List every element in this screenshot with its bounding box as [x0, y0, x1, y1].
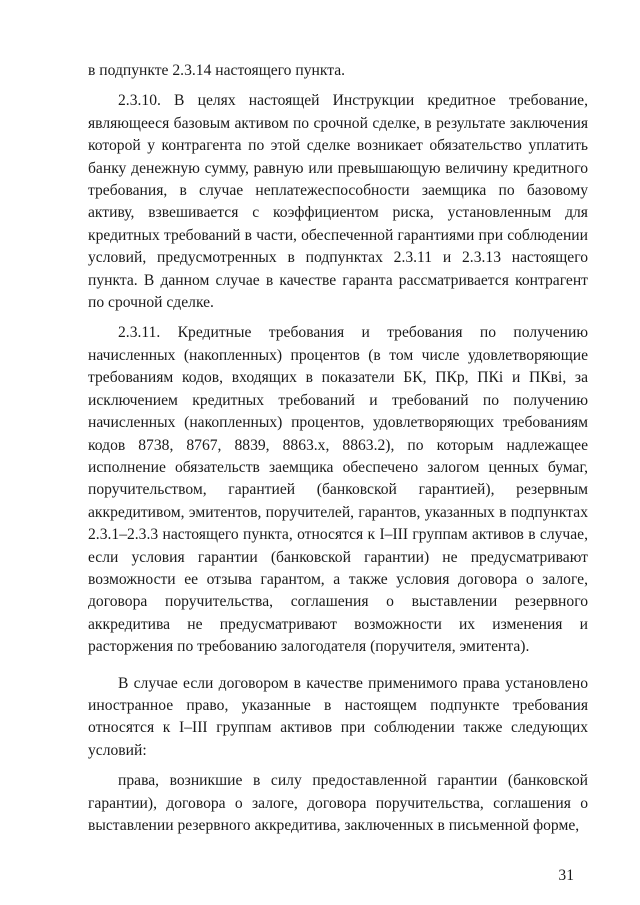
paragraph-rights: права, возникшие в силу предоставленной гарантии (банковской гарантии), договора о залоге, договора поручительства, соглашения о выставлении резервного аккредитива, заключенных в письменной форме, [88, 772, 588, 834]
document-body [88, 60, 588, 837]
paragraph-continuation: в подпункте 2.3.14 настоящего пункта. [88, 62, 346, 79]
paragraph-foreign-law: В случае если договором в качестве применимого права установлено иностранное право, указанные в настоящем подпункте требования относятся к I–III группам активов при соблюдении также следующих условий: [88, 674, 588, 759]
paragraph-2-3-10: 2.3.10. В целях настоящей Инструкции кредитное требование, являющееся базовым активом по срочной сделке, в результате заключения которой у контрагента по этой сделке возникает обязательство уплатить банку денежную сумму, равную или превышающую величину кредитного требования, в случае неплатежеспособности заемщика по базовому активу, взвешивается с коэффициентом риска, установленным для кредитных требований в части, обеспеченной гарантиями при соблюдении условий, предусмотренных в подпунктах 2.3.11 и 2.3.13 настоящего пункта. В данном случае в качестве гаранта рассматривается контрагент по срочной сделке. [88, 92, 588, 312]
paragraph-2-3-11: 2.3.11. Кредитные требования и требования по получению начисленных (накопленных) процентов (в том числе удовлетворяющие требованиям кодов, входящих в показатели БК, ПКр, ПКi и ПКвi, за исключением кредитных требований и требований по получению начисленных (накопленных) процентов, удовлетворяющих требованиям кодов 8738, 8767, 8839, 8863.x, 8863.2), по которым надлежащее исполнение обязательств заемщика обеспечено залогом ценных бумаг, поручительством, гарантией (банковской гарантией), резервным аккредитивом, эмитентов, поручителей, гарантов, указанных в подпунктах 2.3.1–2.3.3 настоящего пункта, относятся к I–III группам активов в случае, если условия гарантии (банковской гарантии) не предусматривают возможности ее отзыва гарантом, а также условия договора о залоге, договора поручительства, соглашения о выставлении резервного аккредитива не предусматривают возможности их изменения и расторжения по требованию залогодателя (поручителя, эмитента). [88, 324, 588, 656]
page-number: 31 [558, 867, 574, 884]
